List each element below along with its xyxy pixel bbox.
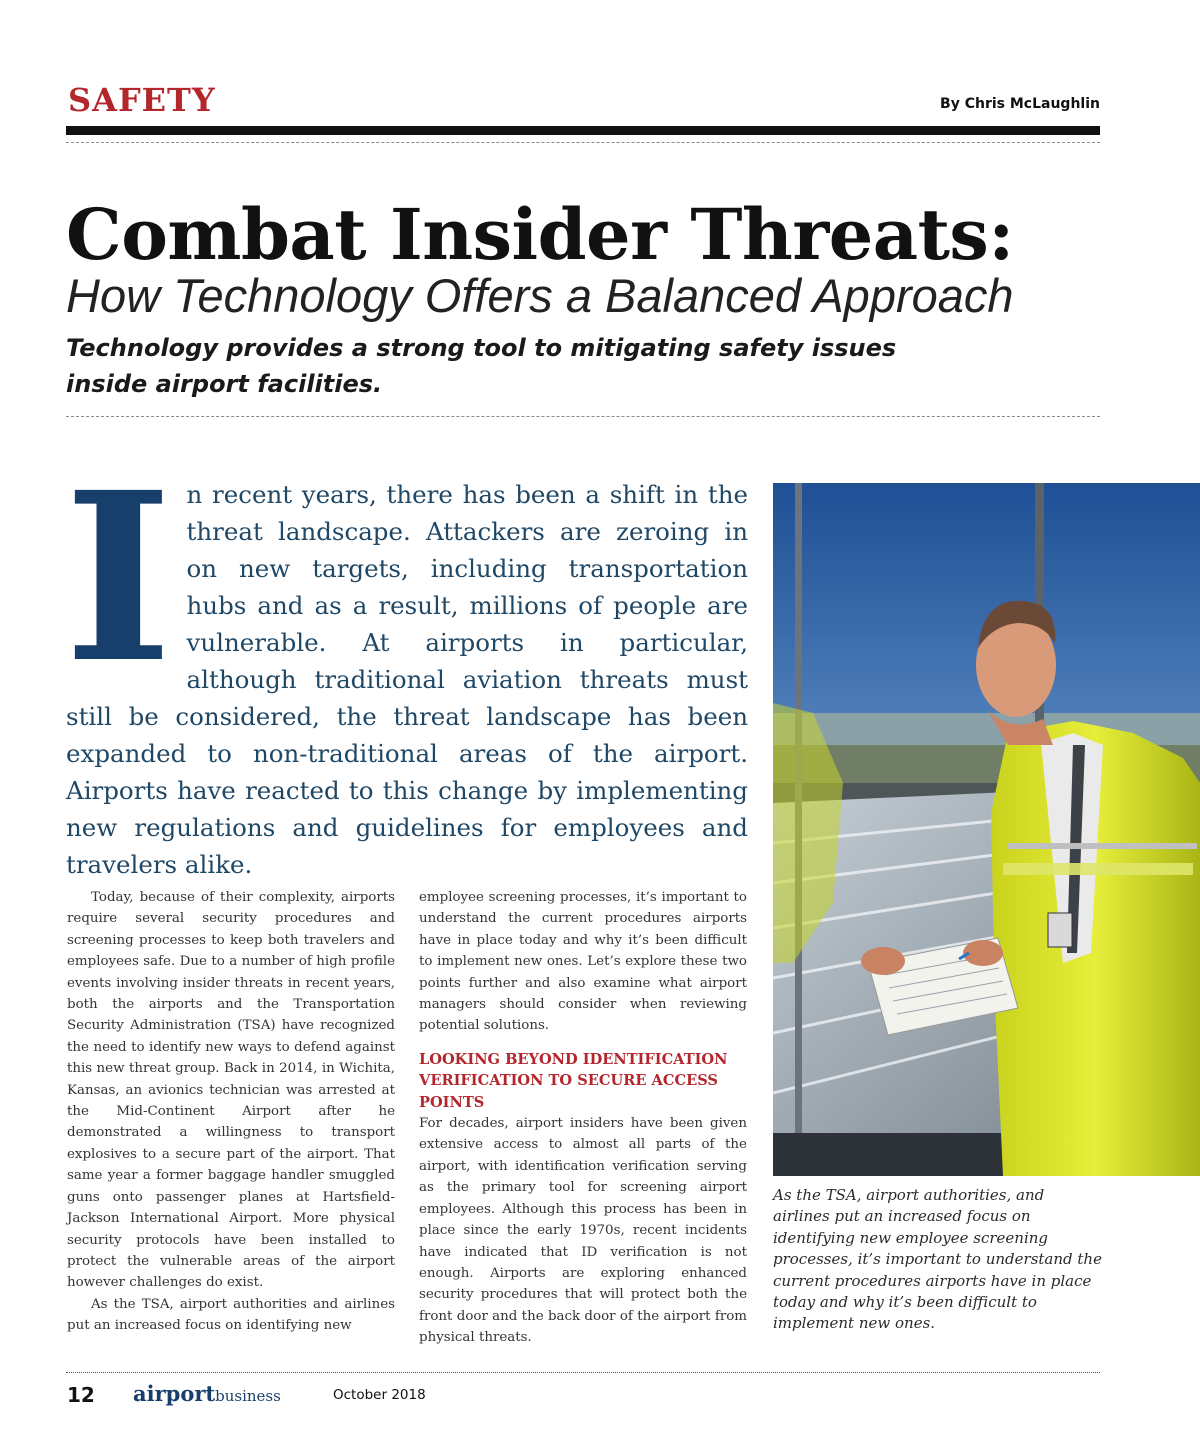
body-column-2 bbox=[419, 887, 747, 1349]
body-paragraph: As the TSA, airport authorities and airlines put an increased focus on identifying new bbox=[67, 1296, 395, 1334]
deck bbox=[66, 330, 966, 402]
deck-line-1: Technology provides a strong tool to mitigating safety issues bbox=[66, 334, 897, 362]
body-paragraph: For decades, airport insiders have been given extensive access to almost all parts of the airport, with identification verification serving as the primary tool for screening airport employees. Although this process has been in place since the early 1970s, recent incidents have indicated that ID verification is not enough. Airports are exploring enhanced security procedures that will protect both the front door and the back door of the airport from physical threats. bbox=[419, 1116, 747, 1346]
magazine-logo bbox=[133, 1381, 281, 1406]
section-label: SAFETY bbox=[68, 81, 216, 119]
issue-date: October 2018 bbox=[333, 1387, 426, 1403]
footer-rule bbox=[66, 1372, 1100, 1373]
subheadline: How Technology Offers a Balanced Approach bbox=[66, 269, 1014, 322]
body-paragraph: employee screening processes, it’s important to understand the current procedures airports have in place today and why it’s been difficult to implement new ones. Let’s explore these two points further and also examine what airport managers should consider when reviewing potential solutions. bbox=[419, 890, 747, 1034]
dropcap: I bbox=[64, 441, 173, 714]
photo-caption: As the TSA, airport authorities, and airlines put an increased focus on identifying new employee screening processes, it’s important to understand the current procedures airports have in place today and why it’s been difficult to implement new ones. bbox=[773, 1186, 1102, 1333]
article-photo bbox=[773, 483, 1200, 1176]
logo-word-business: business bbox=[215, 1387, 281, 1405]
logo-word-airport: airport bbox=[133, 1381, 216, 1406]
page-number: 12 bbox=[67, 1383, 95, 1407]
lead-paragraph bbox=[64, 441, 748, 883]
deck-dashed-rule bbox=[66, 416, 1100, 417]
lead-text: n recent years, there has been a shift in the threat landscape. Attackers are zeroing in on new targets, including transportation hubs and as a result, millions of people are vulnerable. At airports in particular, although traditional aviation threats must still be considered, the threat landscape has been expanded to non-traditional areas of the airport. Airports have reacted to this change by implementing new regulations and guidelines for employees and travelers alike. bbox=[66, 480, 748, 879]
headline: Combat Insider Threats: bbox=[66, 193, 1014, 276]
body-column-1 bbox=[67, 887, 395, 1337]
header-rule bbox=[66, 126, 1100, 135]
subsection-heading: LOOKING BEYOND IDENTIFICATION VERIFICATION TO SECURE ACCESS POINTS bbox=[419, 1050, 728, 1111]
deck-line-2: inside airport facilities. bbox=[66, 370, 383, 398]
photo-illustration bbox=[773, 483, 1200, 1176]
body-paragraph: Today, because of their complexity, airports require several security procedures and screening processes to keep both travelers and employees safe. Due to a number of high profile events involving insider threats in recent years, both the airports and the Transportation Security Administration (TSA) have recognized the need to identify new ways to defend against this new threat group. Back in 2014, in Wichita, Kansas, an avionics technician was arrested at the Mid-Continent Airport after he demonstrated a willingness to transport explosives to a secure part of the airport. That same year a former baggage handler smuggled guns onto passenger planes at Hartsfield-Jackson International Airport. More physical security protocols have been installed to protect the vulnerable areas of the airport however challenges do exist. bbox=[67, 890, 395, 1291]
byline: By Chris McLaughlin bbox=[940, 96, 1100, 112]
header-dashed-rule bbox=[66, 142, 1100, 143]
